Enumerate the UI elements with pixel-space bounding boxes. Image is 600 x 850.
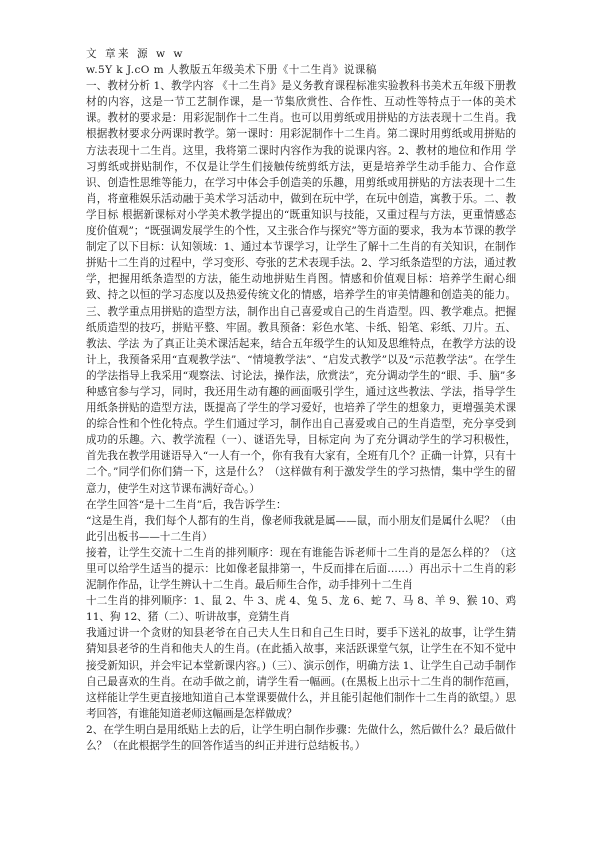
watermark-line: 文 章来 源 w w [86, 48, 185, 60]
paragraph-teacher-zodiac: “这是生肖，我们每个人都有的生肖，像老师我就是属——鼠，而小朋友们是属什么呢？（由此引出板书——十二生肖） [86, 514, 516, 543]
paragraph-zodiac-order: 十二生肖的排列顺序：1、鼠 2、牛 3、虎 4、兔 5、龙 6、蛇 7、马 8、羊 9、猴 10、鸡 11、狗 12、猪（二）、听讲故事，竞猜生肖 [86, 595, 516, 624]
paragraph-story-demo: 我通过讲一个贪财的知县老爷在自己夫人生日和自己生日时，要手下送礼的故事，让学生猜猜知县老爷的生肖和他夫人的生肖。(在此插入故事，来活跃课堂气氛，让学生在不知不觉中接受新知识，并会牢记本堂新课内容。)（三）、演示创作，明确方法 1、让学生自己动手制作自己最喜欢的生肖。在动手做之前，请学生看一幅画。(在黑板上出示十二生肖的制作范画，这样能让学生更直接地知道自己本堂课要做什么，并且能引起他们制作十二生肖的欲望。）思考回答，有谁能知道老师这幅画是怎样做成？ [86, 627, 516, 720]
paragraph-student-answer: 在学生回答“是十二生肖”后，我告诉学生： [86, 498, 287, 511]
paragraph-lesson-plan: 一、教材分析 1、教学内容 《十二生肖》是义务教育课程标准实验教科书美术五年级下册教材的内容，这是一节工艺制作课，是一节集欣赏性、合作性、互动性等特点于一体的美术课。教材的要求是：用彩泥制作十二生肖。也可以用剪纸或用拼贴的方法表现十二生肖。我根据教材要求分两课时教学。第一课时：用彩泥制作十二生肖。第二课时用剪纸或用拼贴的方法表现十二生肖。这里，我将第二课时内容作为我的说课内容。2、教材的地位和作用 学习剪纸或拼贴制作，不仅是让学生们接触传统剪纸方法，更是培养学生动手能力、合作意识、创造性思维等能力，在学习中体会手创造美的乐趣，用剪纸或用拼贴的方法表现十二生肖，将童稚娱乐活动融于美术学习活动中，做到在玩中学，在玩中创造，寓教于乐。二、教学目标 根据新课标对小学美术教学提出的“既重知识与技能，又重过程与方法，更重情感态度价值观”；“既强调发展学生的个性，又主张合作与探究”等方面的要求，我为本节课的教学制定了以下目标：认知领域：1、通过本节课学习，让学生了解十二生肖的有关知识，在制作拼贴十二生肖的过程中，学习变形、夸张的艺术表现手法。2、学习纸条造型的方法，通过教学，把握用纸条造型的方法，能生动地拼贴生肖图。情感和价值观目标：培养学生耐心细致、持之以恒的学习态度以及热爱传统文化的情感，培养学生的审美情趣和创造美的能力。三、教学重点用拼贴的造型方法，制作出自己喜爱或自己的生肖造型。四、教学难点。把握纸质造型的技巧，拼贴平整、牢固。教具预备：彩色水笔、卡纸、铅笔、彩纸、刀片。五、教法、学法 为了真正让美术课活起来，结合五年级学生的认知及思维特点，在教学方法的设计上，我预备采用“直观教学法”、“情境教学法”、“启发式教学”以及“示范教学法”。在学生的学法指导上我采用“观察法、讨论法，操作法，欣赏法”，充分调动学生的“眼、手、脑”多种感官参与学习，同时，我还用生动有趣的画面吸引学生，通过这些教法、学法，指导学生用纸条拼贴的造型方法，既提高了学生的学习爱好，也培养了学生的想象力，更增强美术课的综合性和个性化特点。学生们通过学习，制作出自己喜爱或自己的生肖造型，充分享受到成功的乐趣。六、教学流程（一）、谜语先导，目标定向 为了充分调动学生的学习积极性，首先我在教学用谜语导入“一人有一个，你有我有大家有，全班有几个？正确一计算，只有十二个。”同学们你们猜一下，这是什么？（这样做有利于激发学生的学习热情，集中学生的留意力，使学生对这节课布满好奇心。） [86, 80, 516, 495]
document-title-line: w.5Y k J.cO m 人教版五年级美术下册《十二生肖》说课稿 [86, 64, 377, 77]
paragraph-order-discussion: 接着，让学生交流十二生肖的排列顺序：现在有谁能告诉老师十二生肖的是怎么样的？（这里可以给学生适当的提示：比如像老鼠排第一，牛反而排在后面……）再出示十二生肖的彩泥制作作品，让学生辨认十二生肖。最后师生合作，动手排列十二生肖 [86, 546, 516, 592]
paragraph-steps: 2、在学生明白是用纸贴上去的后，让学生明白制作步骤：先做什么，然后做什么？最后做什么？（在此根据学生的回答作适当的纠正并进行总结板书。） [86, 723, 516, 753]
document-body [86, 46, 516, 754]
